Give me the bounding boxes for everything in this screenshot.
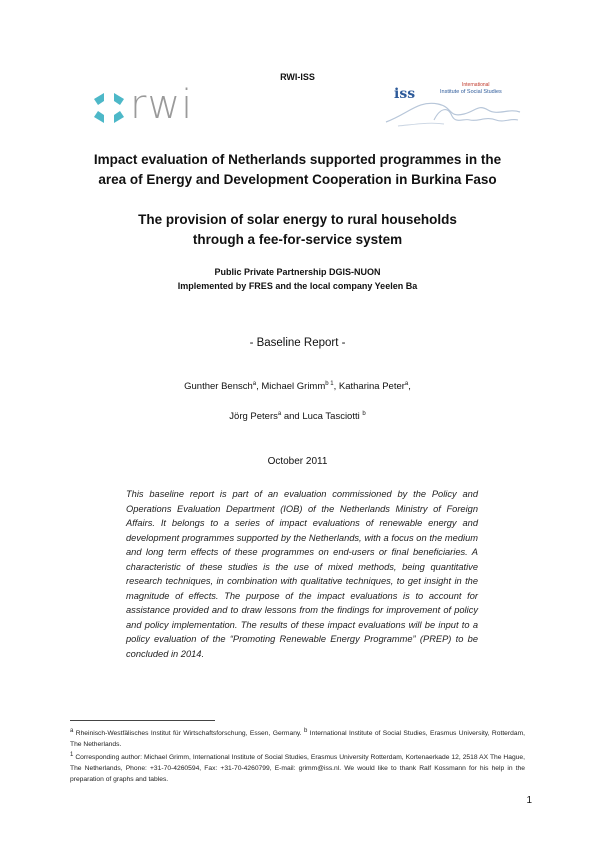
title-line-4: through a fee-for-service system	[192, 232, 403, 247]
author-name: Michael Grimm	[261, 381, 326, 393]
footnote-marker: b	[304, 728, 308, 734]
author-affiliation: a	[252, 381, 257, 387]
author-separator: ,	[333, 381, 339, 393]
author-affiliation: a	[277, 411, 282, 417]
author-separator: and	[281, 411, 303, 423]
author-name: Luca Tasciotti	[302, 411, 360, 423]
author-separator: ,	[256, 381, 262, 393]
partnership-info	[0, 265, 595, 293]
title-line-3: The provision of solar energy to rural households	[138, 212, 457, 227]
report-title	[0, 150, 595, 190]
implementer-line: Implemented by FRES and the local company Yeelen Ba	[177, 281, 418, 291]
page-number: 1	[526, 795, 532, 806]
iss-logo-abbr: iss	[394, 86, 416, 102]
erasmus-script-icon	[378, 94, 528, 130]
iss-logo	[378, 80, 528, 130]
author-separator: ,	[408, 381, 411, 393]
footnotes	[70, 726, 525, 785]
rwi-logo-text: rwi	[130, 82, 194, 128]
partnership-line: Public Private Partnership DGIS-NUON	[214, 267, 381, 277]
title-line-2: area of Energy and Development Cooperation in Burkina Faso	[98, 172, 497, 187]
iss-logo-name: Institute of Social Studies	[440, 89, 502, 95]
author-affiliation: b 1	[325, 381, 334, 387]
footnote-marker: 1	[70, 752, 74, 759]
rwi-mark-icon	[92, 91, 126, 125]
footnote-text: International Institute of Social Studies, Erasmus University, Rotterdam, The Netherlands.	[70, 730, 525, 749]
iss-logo-international: International	[462, 82, 490, 88]
author-name: Gunther Bensch	[184, 381, 253, 393]
author-name: Katharina Peter	[338, 381, 405, 393]
authors-line-2	[0, 411, 595, 422]
report-date: October 2011	[267, 456, 328, 467]
author-affiliation: b	[362, 411, 366, 417]
report-subtitle	[0, 210, 595, 250]
running-header: RWI-ISS	[280, 72, 315, 82]
footnote-text: Corresponding author: Michael Grimm, International Institute of Social Studies, Erasmus University Rotterdam, Kortenaerkade 12, 2518 AX The Hague, The Netherlands, Phone: +31-70-4260594, Fax: +31-70-4260799, E-mail: grimm@iss.nl. We would like to thank Ralf Kossmann for his help in the preparation of graphs and tables.	[70, 754, 525, 784]
author-name: Jörg Peters	[229, 411, 278, 423]
abstract-text: This baseline report is part of an evaluation commissioned by the Policy and Operations Evaluation Department (IOB) of the Netherlands Ministry of Foreign Affairs. It belongs to a series of impact evaluations of renewable energy and development programmes supported by the Netherlands, with a focus on the medium and long term effects of these programmes on end-users or final beneficiaries. A characteristic of these studies is the use of mixed methods, being quantitative research techniques, in combination with qualitative techniques, to get insight in the magnitude of effects. The purpose of the impact evaluations is to account for assistance provided and to draw lessons from the findings for improvement of policy and policy implementation. The results of these impact evaluations will be input to a policy evaluation of the “Promoting Renewable Energy Programme” (PREP) to be concluded in 2014.	[126, 489, 478, 659]
footnote-corresponding-author	[70, 750, 525, 785]
rwi-logo	[92, 82, 222, 128]
footnote-divider	[70, 720, 215, 721]
author-affiliation: a	[404, 381, 409, 387]
footnote-marker: a	[70, 728, 74, 734]
footnote-text: Rheinisch-Westfälisches Institut für Wirtschaftsforschung, Essen, Germany.	[73, 730, 305, 738]
report-type: - Baseline Report -	[249, 337, 346, 349]
authors-line-1	[0, 381, 595, 392]
title-line-1: Impact evaluation of Netherlands supported programmes in the	[93, 152, 502, 167]
footnote-affiliations	[70, 726, 525, 750]
